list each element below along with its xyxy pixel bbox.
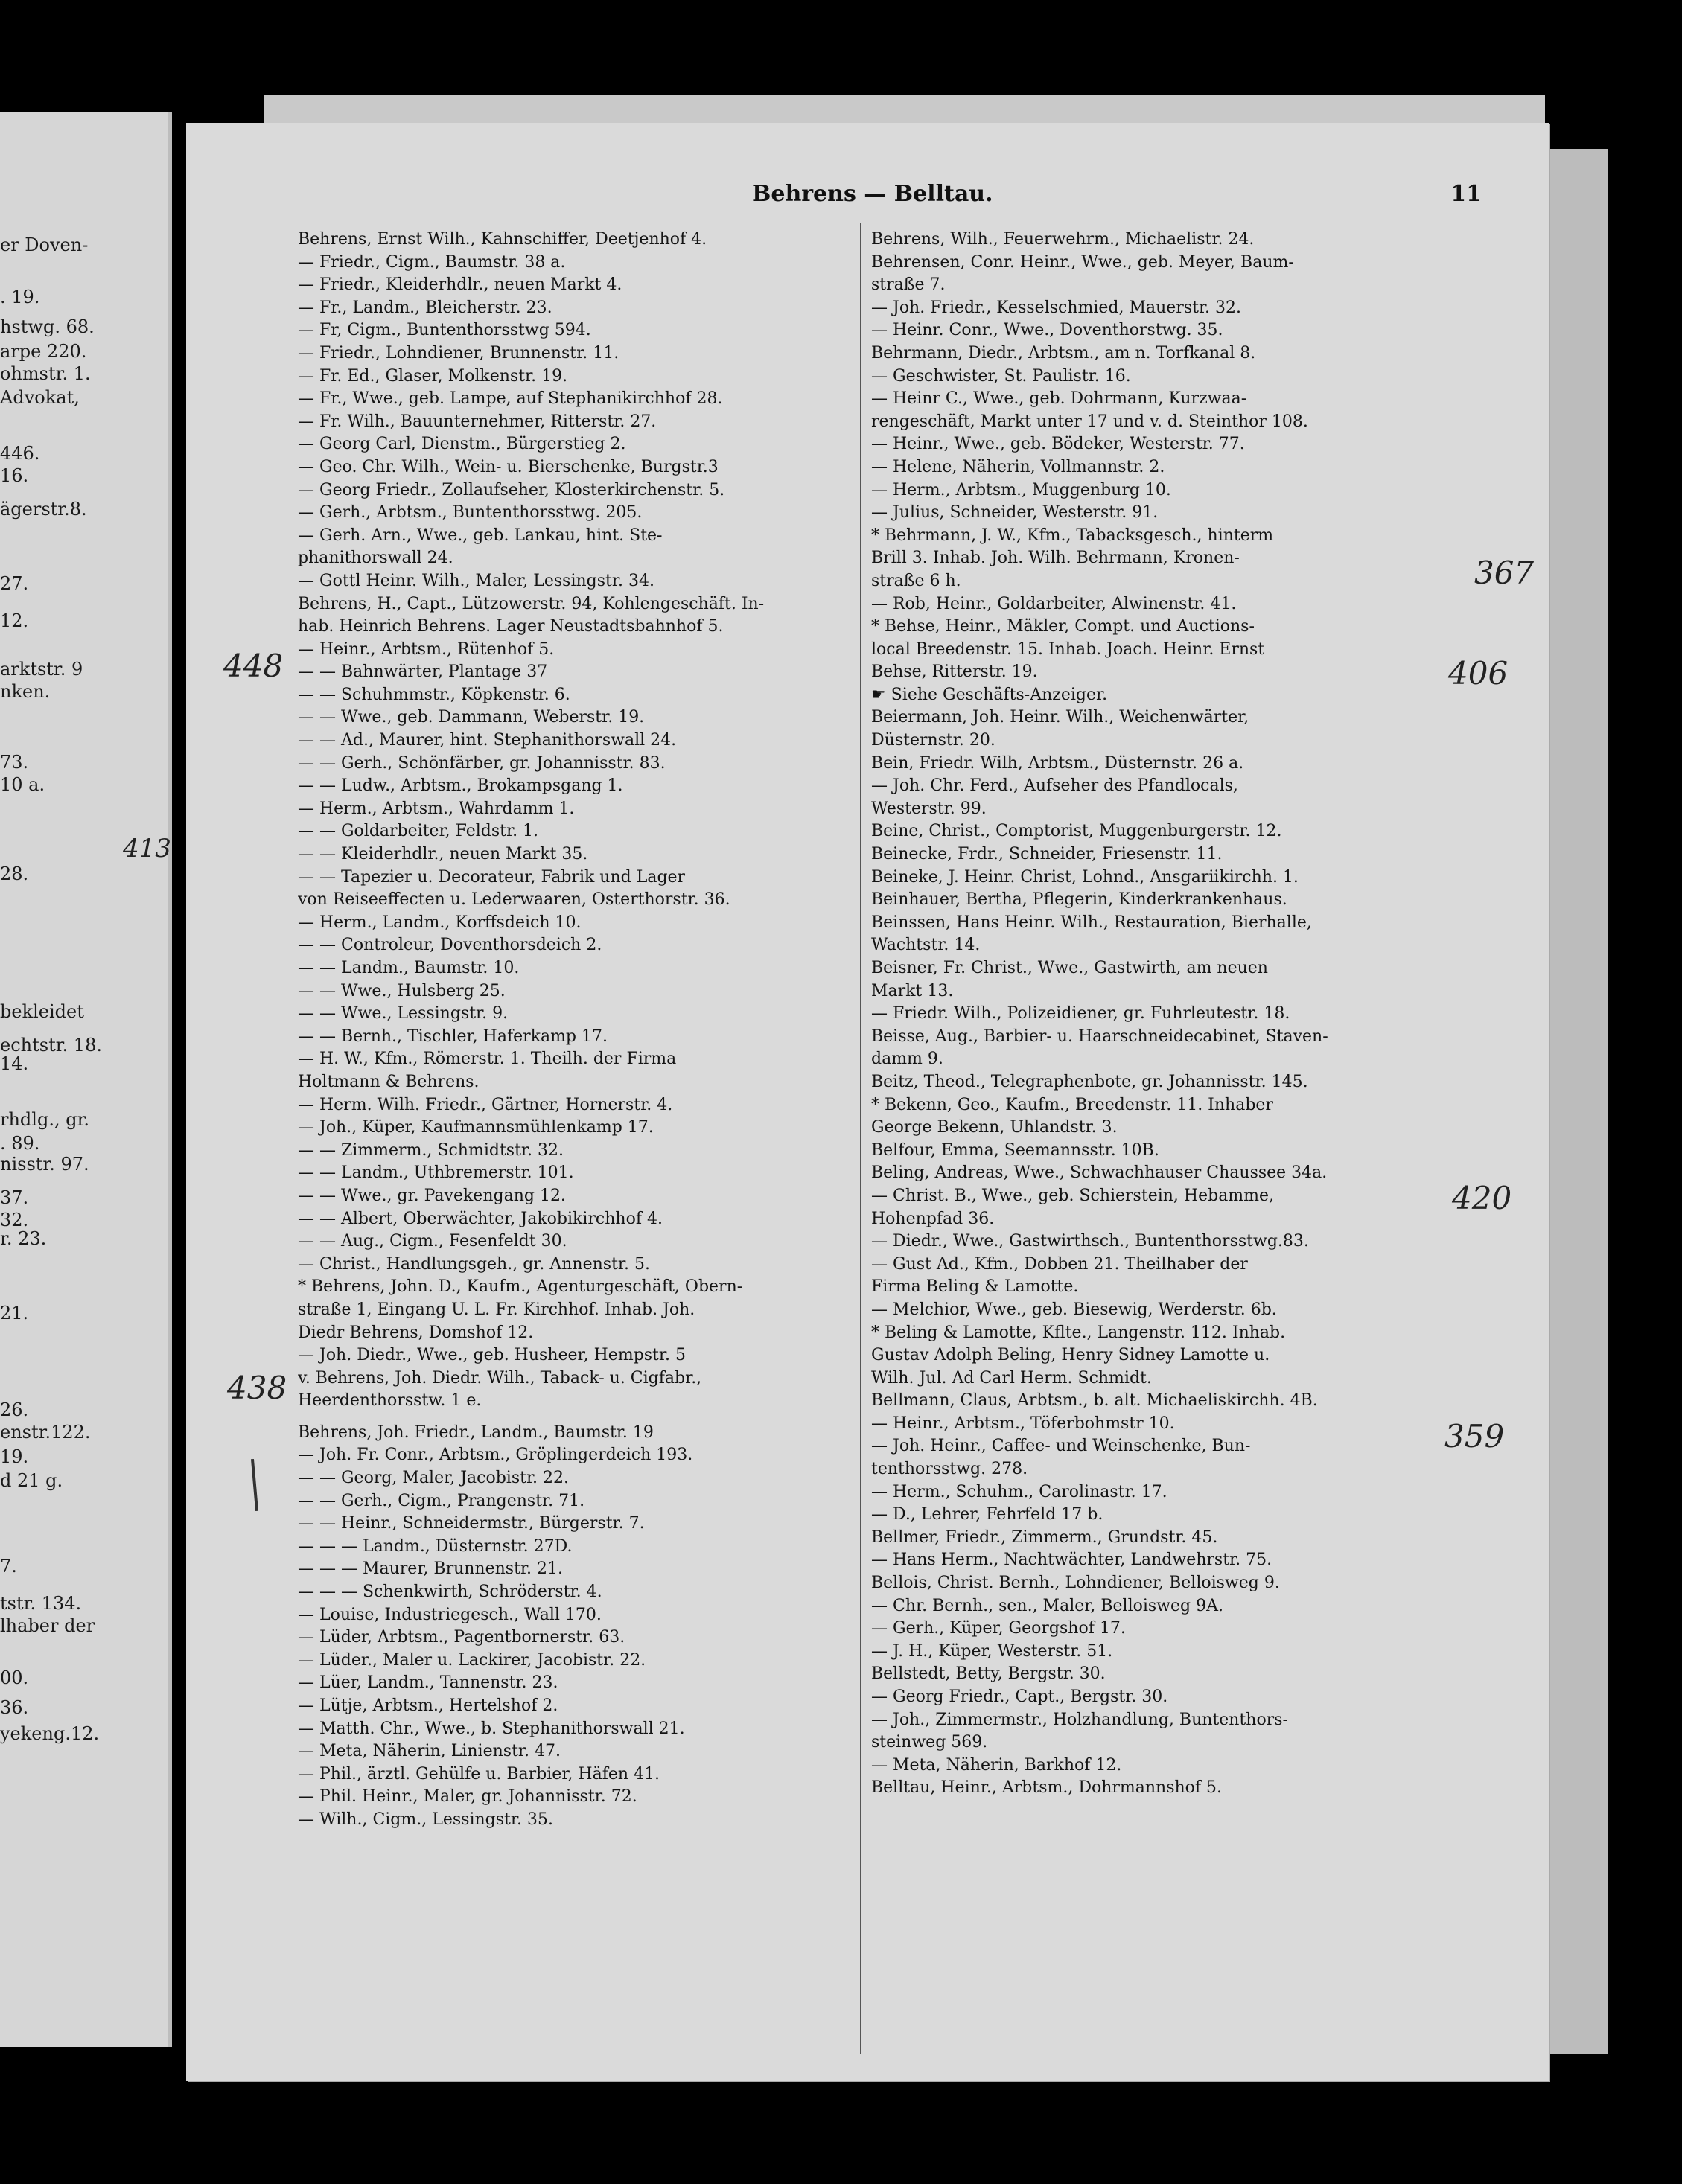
- adjacent-page-fragment: hstwg. 68.: [0, 316, 95, 337]
- directory-entry: Behrens, Ernst Wilh., Kahnschiffer, Deetjenhof 4.: [298, 230, 707, 249]
- directory-entry: * Behrmann, J. W., Kfm., Tabacksgesch., hinterm: [871, 526, 1274, 545]
- directory-entry: — Helene, Näherin, Vollmannstr. 2.: [871, 457, 1165, 476]
- adjacent-page-fragment: 14.: [0, 1053, 29, 1074]
- directory-entry: Markt 13.: [871, 981, 954, 1000]
- directory-entry: — — Gerh., Cigm., Prangenstr. 71.: [298, 1491, 585, 1510]
- directory-entry: Belltau, Heinr., Arbtsm., Dohrmannshof 5.: [871, 1778, 1223, 1798]
- directory-entry: Wachtstr. 14.: [871, 936, 981, 955]
- directory-entry: Beiermann, Joh. Heinr. Wilh., Weichenwärter,: [871, 708, 1249, 727]
- directory-entry: — Gerh. Arn., Wwe., geb. Lankau, hint. Ste-: [298, 526, 663, 545]
- directory-entry: — Friedr. Wilh., Polizeidiener, gr. Fuhrleutestr. 18.: [871, 1004, 1290, 1024]
- adjacent-page-fragment: . 89.: [0, 1133, 40, 1154]
- directory-entry: Beinecke, Frdr., Schneider, Friesenstr. 11.: [871, 845, 1223, 864]
- adjacent-page-fragment: 28.: [0, 863, 29, 884]
- column-divider: [860, 223, 861, 2054]
- directory-entry: Westerstr. 99.: [871, 799, 987, 818]
- directory-entry: * Behse, Heinr., Mäkler, Compt. und Auctions-: [871, 617, 1255, 636]
- directory-entry: — Georg Carl, Dienstm., Bürgerstieg 2.: [298, 435, 626, 454]
- directory-entry: — — Heinr., Schneidermstr., Bürgerstr. 7.: [298, 1514, 645, 1533]
- directory-entry: Behrens, Joh. Friedr., Landm., Baumstr. 19: [298, 1423, 654, 1442]
- adjacent-page-fragment: 7.: [0, 1556, 17, 1577]
- directory-entry: Beisse, Aug., Barbier- u. Haarschneidecabinet, Staven-: [871, 1026, 1328, 1046]
- directory-entry: — Joh. Diedr., Wwe., geb. Husheer, Hempstr. 5: [298, 1346, 686, 1365]
- adjacent-page-fragment: 32.: [0, 1210, 29, 1230]
- adjacent-page-fragment: 19.: [0, 1446, 29, 1467]
- directory-entry: — — Landm., Baumstr. 10.: [298, 959, 520, 977]
- directory-entry: — Julius, Schneider, Westerstr. 91.: [871, 503, 1159, 523]
- directory-entry: — — Wwe., gr. Pavekengang 12.: [298, 1186, 566, 1205]
- directory-entry: Bellois, Christ. Bernh., Lohndiener, Belloisweg 9.: [871, 1574, 1280, 1593]
- directory-entry: * Beling & Lamotte, Kflte., Langenstr. 112. Inhab.: [871, 1323, 1286, 1342]
- handwritten-note: 448: [223, 648, 284, 684]
- directory-entry: — — Bahnwärter, Plantage 37: [298, 662, 548, 682]
- adjacent-page-fragment: lhaber der: [0, 1615, 95, 1636]
- directory-entry: — — Gerh., Schönfärber, gr. Johannisstr. 83.: [298, 753, 666, 773]
- adjacent-page-fragment: 37.: [0, 1187, 29, 1208]
- adjacent-page-fragment: 36.: [0, 1697, 29, 1718]
- adjacent-page-fragment: arktstr. 9: [0, 659, 83, 680]
- directory-entry: — — Tapezier u. Decorateur, Fabrik und Lager: [298, 867, 686, 887]
- handwritten-note: 413: [123, 834, 171, 863]
- adjacent-page-fragment: nken.: [0, 681, 51, 702]
- directory-entry: — — Wwe., geb. Dammann, Weberstr. 19.: [298, 708, 645, 727]
- directory-entry: Heerdenthorsstw. 1 e.: [298, 1391, 482, 1411]
- directory-entry: — Fr., Wwe., geb. Lampe, auf Stephanikirchhof 28.: [298, 389, 723, 409]
- adjacent-page-fragment: d 21 g.: [0, 1470, 63, 1491]
- directory-entry: — Lütje, Arbtsm., Hertelshof 2.: [298, 1696, 558, 1715]
- adjacent-page-fragment: rhdlg., gr.: [0, 1109, 90, 1130]
- directory-entry: — — Kleiderhdlr., neuen Markt 35.: [298, 845, 588, 864]
- directory-entry: — Rob, Heinr., Goldarbeiter, Alwinenstr. 41.: [871, 594, 1237, 613]
- directory-entry: — Herm., Landm., Korffsdeich 10.: [298, 913, 582, 932]
- directory-entry: — Heinr. Conr., Wwe., Doventhorstwg. 35.: [871, 321, 1223, 340]
- adjacent-page-fragment: 446.: [0, 443, 40, 464]
- directory-entry: — Fr. Ed., Glaser, Molkenstr. 19.: [298, 366, 568, 386]
- adjacent-page-fragment: arpe 220.: [0, 341, 87, 362]
- directory-entry: — H. W., Kfm., Römerstr. 1. Theilh. der Firma: [298, 1050, 677, 1069]
- directory-entry: Beinssen, Hans Heinr. Wilh., Restauration, Bierhalle,: [871, 913, 1312, 932]
- directory-entry: — Louise, Industriegesch., Wall 170.: [298, 1605, 602, 1624]
- directory-entry: — — Georg, Maler, Jacobistr. 22.: [298, 1469, 570, 1488]
- directory-entry: — Joh. Friedr., Kesselschmied, Mauerstr. 32.: [871, 298, 1242, 317]
- directory-entry: Firma Beling & Lamotte.: [871, 1277, 1079, 1297]
- directory-entry: Behrmann, Diedr., Arbtsm., am n. Torfkanal 8.: [871, 343, 1256, 363]
- directory-entry: — — Aug., Cigm., Fesenfeldt 30.: [298, 1232, 567, 1251]
- directory-entry: — Lüer, Landm., Tannenstr. 23.: [298, 1673, 558, 1693]
- directory-entry: Beitz, Theod., Telegraphenbote, gr. Johannisstr. 145.: [871, 1072, 1308, 1091]
- directory-entry: — — Wwe., Hulsberg 25.: [298, 981, 506, 1000]
- directory-entry: Beinhauer, Bertha, Pflegerin, Kinderkrankenhaus.: [871, 890, 1287, 910]
- directory-entry: — Joh. Fr. Conr., Arbtsm., Gröplingerdeich 193.: [298, 1446, 693, 1465]
- directory-entry: — Friedr., Kleiderhdlr., neuen Markt 4.: [298, 275, 622, 295]
- directory-entry: — — Wwe., Lessingstr. 9.: [298, 1004, 509, 1024]
- directory-entry: — Heinr., Arbtsm., Rütenhof 5.: [298, 639, 555, 659]
- adjacent-page-fragment: tstr. 134.: [0, 1593, 82, 1614]
- directory-entry: Behrensen, Conr. Heinr., Wwe., geb. Meyer, Baum-: [871, 252, 1294, 272]
- directory-entry: — Gerh., Arbtsm., Buntenthorsstwg. 205.: [298, 503, 643, 523]
- directory-entry: tenthorsstwg. 278.: [871, 1460, 1028, 1479]
- directory-entry: — Joh., Küper, Kaufmannsmühlenkamp 17.: [298, 1118, 654, 1137]
- directory-entry: — Georg Friedr., Capt., Bergstr. 30.: [871, 1688, 1168, 1706]
- directory-entry: — Joh., Zimmermstr., Holzhandlung, Buntenthors-: [871, 1710, 1288, 1729]
- adjacent-page-fragment: nisstr. 97.: [0, 1154, 89, 1175]
- directory-entry: Hohenpfad 36.: [871, 1209, 995, 1228]
- adjacent-page-fragment: 16.: [0, 465, 29, 486]
- directory-entry: — Gust Ad., Kfm., Dobben 21. Theilhaber der: [871, 1254, 1248, 1274]
- running-head: [186, 181, 1549, 218]
- directory-entry: — — Bernh., Tischler, Haferkamp 17.: [298, 1026, 608, 1046]
- directory-entry: — Fr. Wilh., Bauunternehmer, Ritterstr. 27.: [298, 412, 657, 431]
- directory-entry: Brill 3. Inhab. Joh. Wilh. Behrmann, Kronen-: [871, 549, 1240, 568]
- directory-entry: — Joh. Heinr., Caffee- und Weinschenke, Bun-: [871, 1437, 1251, 1456]
- directory-entry: — Heinr., Arbtsm., Töferbohmstr 10.: [871, 1414, 1175, 1433]
- directory-entry: — Herm. Wilh. Friedr., Gärtner, Hornerstr. 4.: [298, 1095, 673, 1114]
- directory-entry: Bellmer, Friedr., Zimmerm., Grundstr. 45.: [871, 1527, 1218, 1547]
- directory-entry: straße 1, Eingang U. L. Fr. Kirchhof. Inhab. Joh.: [298, 1300, 695, 1319]
- directory-entry: rengeschäft, Markt unter 17 und v. d. Steinthor 108.: [871, 412, 1308, 431]
- back-page-edge-right: [1541, 149, 1608, 2054]
- directory-entry: — Geschwister, St. Paulistr. 16.: [871, 366, 1131, 386]
- adjacent-page-fragment: 27.: [0, 573, 29, 594]
- directory-entry: — Gerh., Küper, Georgshof 17.: [871, 1619, 1126, 1638]
- directory-entry: Behrens, H., Capt., Lützowerstr. 94, Kohlengeschäft. In-: [298, 594, 765, 613]
- directory-entry: — Heinr., Wwe., geb. Bödeker, Westerstr. 77.: [871, 435, 1245, 454]
- directory-entry: — Geo. Chr. Wilh., Wein- u. Bierschenke, Burgstr.3: [298, 457, 719, 476]
- directory-entry: Diedr Behrens, Domshof 12.: [298, 1323, 534, 1342]
- directory-entry: — Phil. Heinr., Maler, gr. Johannisstr. 72.: [298, 1787, 637, 1807]
- directory-entry: — — Schuhmmstr., Köpkenstr. 6.: [298, 685, 570, 704]
- directory-entry: — Herm., Schuhm., Carolinastr. 17.: [871, 1482, 1167, 1501]
- directory-entry: — — Ad., Maurer, hint. Stephanithorswall 24.: [298, 731, 677, 750]
- directory-entry: — Phil., ärztl. Gehülfe u. Barbier, Häfen 41.: [298, 1764, 660, 1784]
- directory-entry: — Herm., Arbtsm., Wahrdamm 1.: [298, 799, 575, 818]
- adjacent-page-fragment: yekeng.12.: [0, 1723, 100, 1744]
- directory-entry: — Diedr., Wwe., Gastwirthsch., Buntenthorsstwg.83.: [871, 1232, 1309, 1251]
- directory-entry: — Heinr C., Wwe., geb. Dohrmann, Kurzwaa-: [871, 389, 1247, 409]
- directory-entry: — Georg Friedr., Zollaufseher, Klosterkirchenstr. 5.: [298, 480, 725, 499]
- directory-entry: — Christ., Handlungsgeh., gr. Annenstr. 5.: [298, 1254, 650, 1274]
- adjacent-page-fragment: bekleidet: [0, 1001, 84, 1022]
- directory-entry: — Herm., Arbtsm., Muggenburg 10.: [871, 480, 1171, 499]
- adjacent-page-fragment: 26.: [0, 1399, 29, 1420]
- directory-entry: Beisner, Fr. Christ., Wwe., Gastwirth, am neuen: [871, 959, 1268, 977]
- adjacent-page-fragment: . 19.: [0, 287, 40, 307]
- directory-entry: — Hans Herm., Nachtwächter, Landwehrstr. 75.: [871, 1551, 1272, 1570]
- directory-entry: hab. Heinrich Behrens. Lager Neustadtsbahnhof 5.: [298, 617, 724, 636]
- directory-entry: Holtmann & Behrens.: [298, 1072, 480, 1091]
- directory-entry: — Fr, Cigm., Buntenthorsstwg 594.: [298, 321, 591, 340]
- directory-entry: — Chr. Bernh., sen., Maler, Belloisweg 9A.: [871, 1596, 1223, 1615]
- directory-entry: local Breedenstr. 15. Inhab. Joach. Heinr. Ernst: [871, 639, 1265, 659]
- directory-entry: George Bekenn, Uhlandstr. 3.: [871, 1118, 1118, 1137]
- adjacent-page-fragment: er Doven-: [0, 234, 89, 255]
- right-column: [871, 229, 1467, 1800]
- directory-entry: — Friedr., Lohndiener, Brunnenstr. 11.: [298, 343, 619, 363]
- directory-entry: — — Goldarbeiter, Feldstr. 1.: [298, 822, 539, 841]
- directory-entry: — — — Schenkwirth, Schröderstr. 4.: [298, 1583, 602, 1602]
- directory-entry: damm 9.: [871, 1050, 943, 1069]
- directory-entry: — — Landm., Uthbremerstr. 101.: [298, 1163, 574, 1183]
- handwritten-note: 420: [1452, 1180, 1512, 1216]
- running-head-title: Behrens — Belltau.: [752, 181, 993, 207]
- directory-entry: — Meta, Näherin, Linienstr. 47.: [298, 1742, 561, 1761]
- directory-entry: — Gottl Heinr. Wilh., Maler, Lessingstr. 34.: [298, 571, 654, 590]
- directory-entry: Beling, Andreas, Wwe., Schwachhauser Chaussee 34a.: [871, 1163, 1328, 1183]
- directory-entry: [298, 1413, 853, 1422]
- directory-entry: — — — Maurer, Brunnenstr. 21.: [298, 1559, 563, 1579]
- directory-entry: — Lüder., Maler u. Lackirer, Jacobistr. 22.: [298, 1650, 646, 1670]
- adjacent-page-strip: [0, 112, 172, 2047]
- left-column: [298, 229, 849, 1832]
- directory-entry: — Meta, Näherin, Barkhof 12.: [871, 1755, 1122, 1775]
- directory-entry: — — Albert, Oberwächter, Jakobikirchhof 4.: [298, 1209, 663, 1228]
- directory-entry: — — Zimmerm., Schmidtstr. 32.: [298, 1140, 564, 1160]
- directory-entry: v. Behrens, Joh. Diedr. Wilh., Taback- u. Cigfabr.,: [298, 1368, 702, 1388]
- adjacent-page-fragment: 73.: [0, 752, 29, 773]
- directory-entry: phanithorswall 24.: [298, 549, 453, 568]
- adjacent-page-fragment: r. 23.: [0, 1228, 47, 1249]
- directory-entry: steinweg 569.: [871, 1733, 988, 1752]
- directory-entry: straße 6 h.: [871, 571, 961, 590]
- directory-entry: Beineke, J. Heinr. Christ, Lohnd., Ansgariikirchh. 1.: [871, 867, 1299, 887]
- directory-entry: — Melchior, Wwe., geb. Biesewig, Werderstr. 6b.: [871, 1300, 1277, 1319]
- directory-page: [186, 123, 1549, 2081]
- adjacent-page-fragment: ägerstr.8.: [0, 499, 87, 520]
- handwritten-note: 367: [1474, 555, 1535, 591]
- directory-entry: — Joh. Chr. Ferd., Aufseher des Pfandlocals,: [871, 776, 1238, 796]
- directory-entry: Gustav Adolph Beling, Henry Sidney Lamotte u.: [871, 1346, 1270, 1365]
- handwritten-note: 406: [1448, 655, 1509, 692]
- adjacent-page-fragment: echtstr. 18.: [0, 1035, 102, 1056]
- directory-entry: Bein, Friedr. Wilh, Arbtsm., Düsternstr. 26 a.: [871, 753, 1244, 773]
- directory-entry: — D., Lehrer, Fehrfeld 17 b.: [871, 1505, 1103, 1524]
- handwritten-note: 359: [1444, 1418, 1505, 1455]
- directory-entry: Bellstedt, Betty, Bergstr. 30.: [871, 1664, 1106, 1684]
- directory-entry: Bellmann, Claus, Arbtsm., b. alt. Michaeliskirchh. 4B.: [871, 1391, 1318, 1411]
- directory-entry: Wilh. Jul. Ad Carl Herm. Schmidt.: [871, 1368, 1152, 1388]
- directory-entry: von Reiseeffecten u. Lederwaaren, Osterthorstr. 36.: [298, 890, 730, 910]
- directory-entry: — Lüder, Arbtsm., Pagentbornerstr. 63.: [298, 1628, 625, 1647]
- directory-entry: straße 7.: [871, 275, 946, 295]
- adjacent-page-fragment: 12.: [0, 610, 29, 631]
- directory-entry: Behse, Ritterstr. 19.: [871, 662, 1038, 682]
- directory-entry: Düsternstr. 20.: [871, 731, 995, 750]
- adjacent-page-fragment: 10 a.: [0, 774, 45, 795]
- directory-entry: — Matth. Chr., Wwe., b. Stephanithorswall 21.: [298, 1719, 685, 1738]
- directory-entry: ☛ Siehe Geschäfts-Anzeiger.: [871, 685, 1108, 704]
- directory-entry: * Behrens, John. D., Kaufm., Agenturgeschäft, Obern-: [298, 1277, 743, 1297]
- directory-entry: — Christ. B., Wwe., geb. Schierstein, Hebamme,: [871, 1186, 1275, 1205]
- adjacent-page-fragment: enstr.122.: [0, 1422, 91, 1443]
- page-number: 11: [1450, 181, 1482, 207]
- directory-entry: Beine, Christ., Comptorist, Muggenburgerstr. 12.: [871, 822, 1282, 841]
- directory-entry: — — Controleur, Doventhorsdeich 2.: [298, 936, 602, 955]
- directory-entry: — Friedr., Cigm., Baumstr. 38 a.: [298, 252, 566, 272]
- directory-entry: — Fr., Landm., Bleicherstr. 23.: [298, 298, 552, 317]
- directory-entry: — J. H., Küper, Westerstr. 51.: [871, 1641, 1113, 1661]
- adjacent-page-fragment: 00.: [0, 1667, 29, 1688]
- directory-entry: — — — Landm., Düsternstr. 27D.: [298, 1536, 573, 1556]
- handwritten-note: 438: [227, 1370, 287, 1406]
- directory-entry: Behrens, Wilh., Feuerwehrm., Michaelistr. 24.: [871, 230, 1255, 249]
- directory-entry: — Wilh., Cigm., Lessingstr. 35.: [298, 1810, 553, 1829]
- adjacent-page-fragment: 21.: [0, 1303, 29, 1324]
- adjacent-page-fragment: Advokat,: [0, 387, 80, 408]
- directory-entry: * Bekenn, Geo., Kaufm., Breedenstr. 11. Inhaber: [871, 1095, 1273, 1114]
- adjacent-page-fragment: ohmstr. 1.: [0, 363, 91, 384]
- directory-entry: Belfour, Emma, Seemannsstr. 10B.: [871, 1140, 1159, 1160]
- directory-entry: — — Ludw., Arbtsm., Brokampsgang 1.: [298, 776, 623, 796]
